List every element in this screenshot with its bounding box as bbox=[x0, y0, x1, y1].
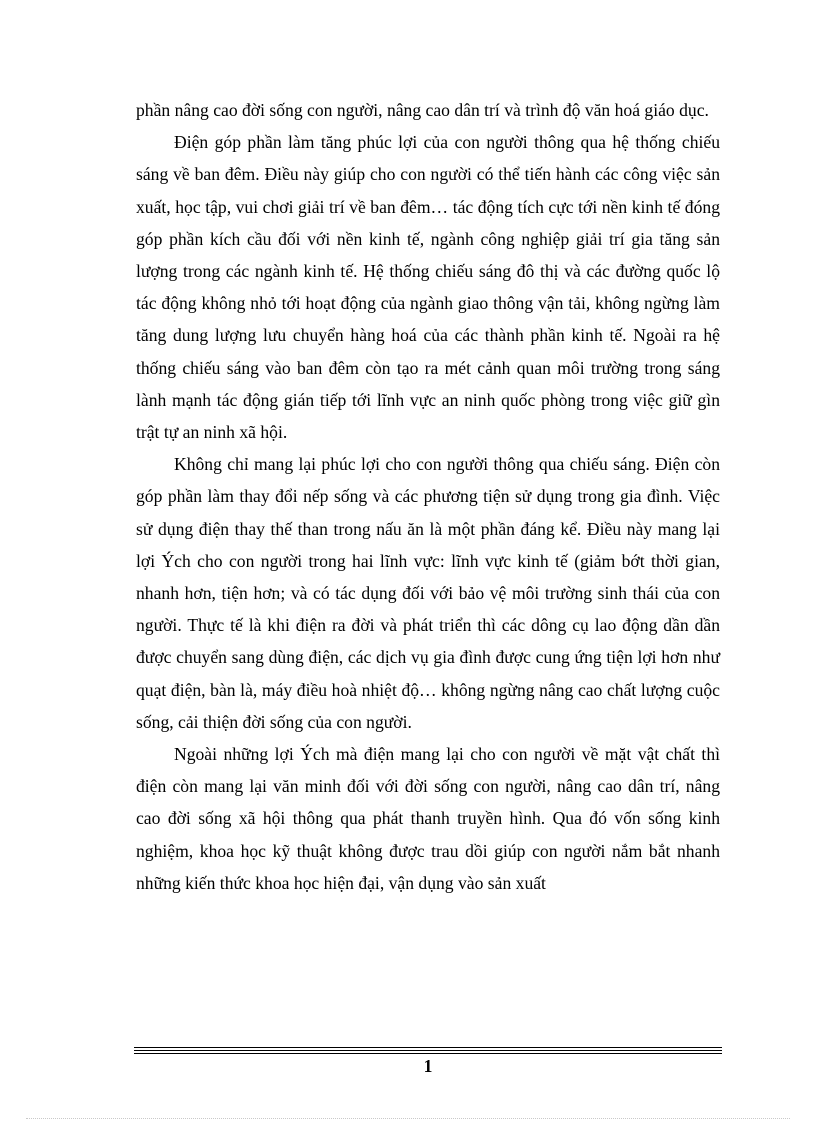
page-edge-divider bbox=[26, 1118, 790, 1119]
body-text bbox=[136, 94, 720, 899]
paragraph-4: Ngoài những lợi Ých mà điện mang lại cho con người về mặt vật chất thì điện còn mang lại văn minh đối với đời sống con người, nâng cao dân trí, nâng cao đời sống xã hội thông qua phát thanh truyền hình. Qua đó vốn sống kinh nghiệm, khoa học kỹ thuật không được trau dồi giúp con người nắm bắt nhanh những kiến thức khoa học hiện đại, vận dụng vào sản xuất bbox=[136, 744, 720, 893]
footer-rule-bottom bbox=[134, 1053, 722, 1054]
paragraph-2: Điện góp phần làm tăng phúc lợi của con người thông qua hệ thống chiếu sáng về ban đêm. Điều này giúp cho con người có thể tiến hành các công việc sản xuất, học tập, vui chơi giải trí về ban đêm… tác động tích cực tới nền kinh tế đóng góp phần kích cầu đối với nền kinh tế, ngành công nghiệp giải trí gia tăng sản lượng trong các ngành kinh tế. Hệ thống chiếu sáng đô thị và các đường quốc lộ tác động không nhỏ tới hoạt động của ngành giao thông vận tải, không ngừng làm tăng dung lượng lưu chuyển hàng hoá của các thành phần kinh tế. Ngoài ra hệ thống chiếu sáng vào ban đêm còn tạo ra mét cảnh quan môi trường trong sáng lành mạnh tác động gián tiếp tới lĩnh vực an ninh quốc phòng trong việc giữ gìn trật tự an ninh xã hội. bbox=[136, 132, 720, 443]
footer-rule-middle bbox=[134, 1050, 722, 1051]
footer-rule-top bbox=[134, 1047, 722, 1048]
paragraph-3: Không chỉ mang lại phúc lợi cho con người thông qua chiếu sáng. Điện còn góp phần làm thay đổi nếp sống và các phương tiện sử dụng trong gia đình. Việc sử dụng điện thay thế than trong nấu ăn là một phần đáng kể. Điều này mang lại lợi Ých cho con người trong hai lĩnh vực: lĩnh vực kinh tế (giảm bớt thời gian, nhanh hơn, tiện hơn; và có tác dụng đối với bảo vệ môi trường sinh thái của con người. Thực tế là khi điện ra đời và phát triển thì các dông cụ lao động dần dần được chuyển sang dùng điện, các dịch vụ gia đình được cung ứng tiện lợi hơn như quạt điện, bàn là, máy điều hoà nhiệt độ… không ngừng nâng cao chất lượng cuộc sống, cải thiện đời sống của con người. bbox=[136, 454, 720, 732]
paragraph-1: phần nâng cao đời sống con người, nâng cao dân trí và trình độ văn hoá giáo dục. bbox=[136, 100, 709, 120]
page-number: 1 bbox=[423, 1056, 433, 1076]
